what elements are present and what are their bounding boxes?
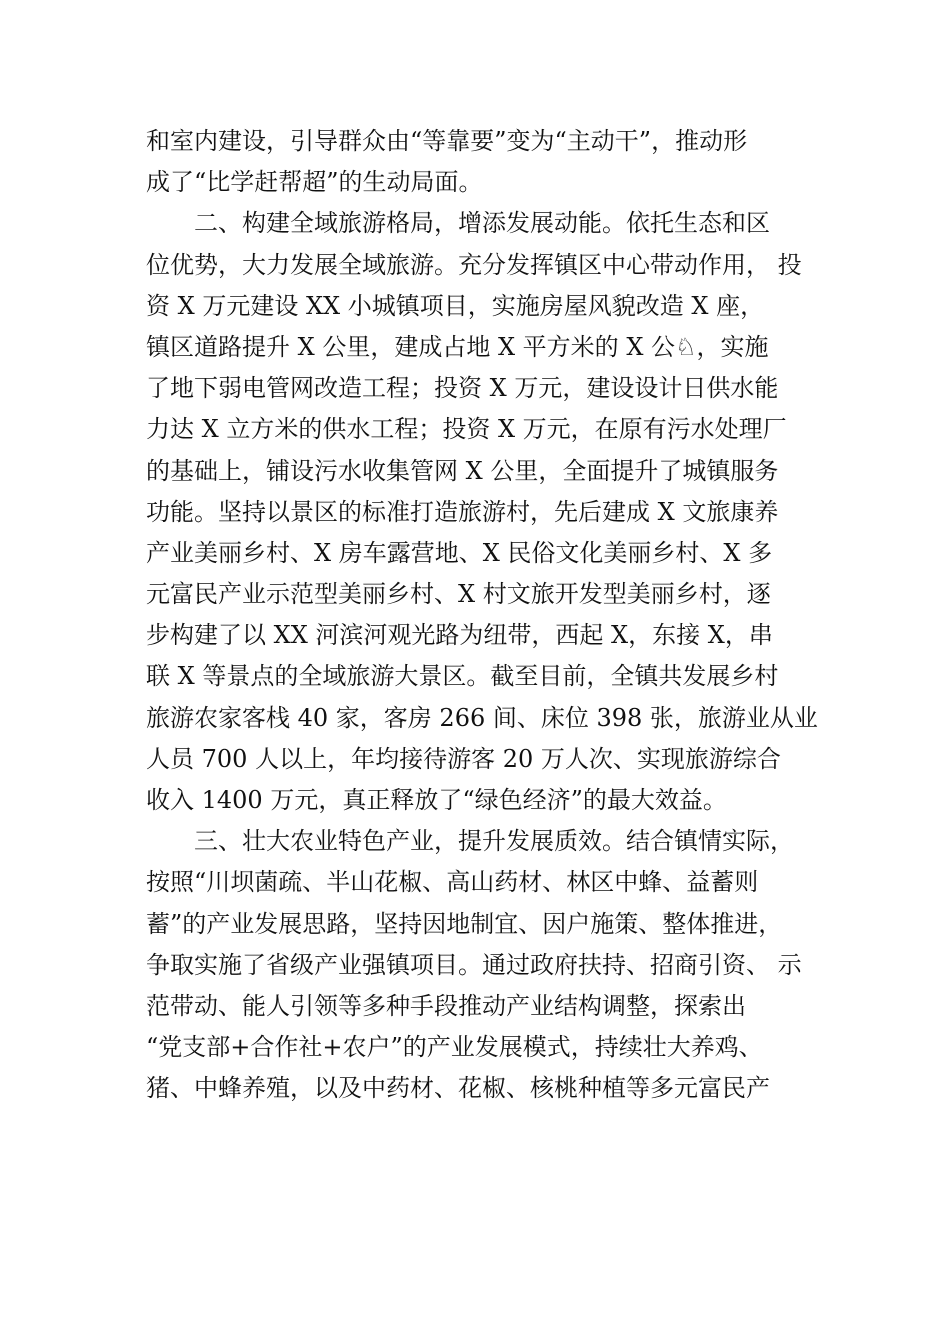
text-line: 和室内建设，引导群众由“等靠要”变为“主动干”，推动形: [146, 127, 748, 155]
text-line: 按照“川坝菌疏、半山花椒、高山药材、林区中蜂、益蓄则: [146, 868, 759, 897]
text-line: 猪、中蜂养殖，以及中药材、花椒、核桃种植等多元富民产: [146, 1074, 770, 1103]
paragraph-start-line: 三、壮大农业特色产业，提升发展质效。结合镇情实际，: [194, 827, 794, 856]
text-line: 旅游农家客栈 40 家，客房 266 间、床位 398 张，旅游业从业: [146, 703, 818, 732]
text-line: “党支部+合作社+农户”的产业发展模式，持续壮大养鸡、: [146, 1033, 763, 1062]
text-line: 争取实施了省级产业强镇项目。通过政府扶持、招商引资、 示: [146, 950, 802, 979]
body-text: [146, 121, 836, 1110]
text-line: 蓄”的产业发展思路，坚持因地制宜、因户施策、整体推进，: [146, 909, 783, 938]
text-line: 成了“比学赶帮超”的生动局面。: [146, 168, 483, 197]
text-line: 资 X 万元建设 XX 小城镇项目，实施房屋风貌改造 X 座，: [146, 291, 765, 320]
text-line: 位优势，大力发展全域旅游。充分发挥镇区中心带动作用， 投: [146, 250, 802, 279]
text-line: 步构建了以 XX 河滨河观光路为纽带，西起 X，东接 X，串: [146, 621, 773, 650]
text-line: 收入 1400 万元，真正释放了“绿色经济”的最大效益。: [146, 786, 727, 814]
text-line: 的基础上，铺设污水收集管网 X 公里，全面提升了城镇服务: [146, 456, 779, 485]
text-line: 了地下弱电管网改造工程；投资 X 万元，建设设计日供水能: [146, 374, 779, 403]
text-line: 力达 X 立方米的供水工程；投资 X 万元，在原有污水处理厂: [146, 415, 787, 444]
text-line: 镇区道路提升 X 公里，建成占地 X 平方米的 X 公♘，实施: [146, 332, 769, 361]
text-line: 联 X 等景点的全域旅游大景区。截至目前，全镇共发展乡村: [146, 662, 779, 691]
text-line: 人员 700 人以上，年均接待游客 20 万人次、实现旅游综合: [146, 744, 781, 773]
paragraph-start-line: 二、构建全域旅游格局，增添发展动能。依托生态和区: [194, 209, 770, 238]
text-line: 范带动、能人引领等多种手段推动产业结构调整，探索出: [146, 991, 746, 1020]
text-line: 功能。坚持以景区的标准打造旅游村，先后建成 X 文旅康养: [146, 497, 779, 526]
text-line: 元富民产业示范型美丽乡村、X 村文旅开发型美丽乡村，逐: [146, 580, 771, 609]
text-line: 产业美丽乡村、X 房车露营地、X 民俗文化美丽乡村、X 多: [146, 538, 773, 567]
